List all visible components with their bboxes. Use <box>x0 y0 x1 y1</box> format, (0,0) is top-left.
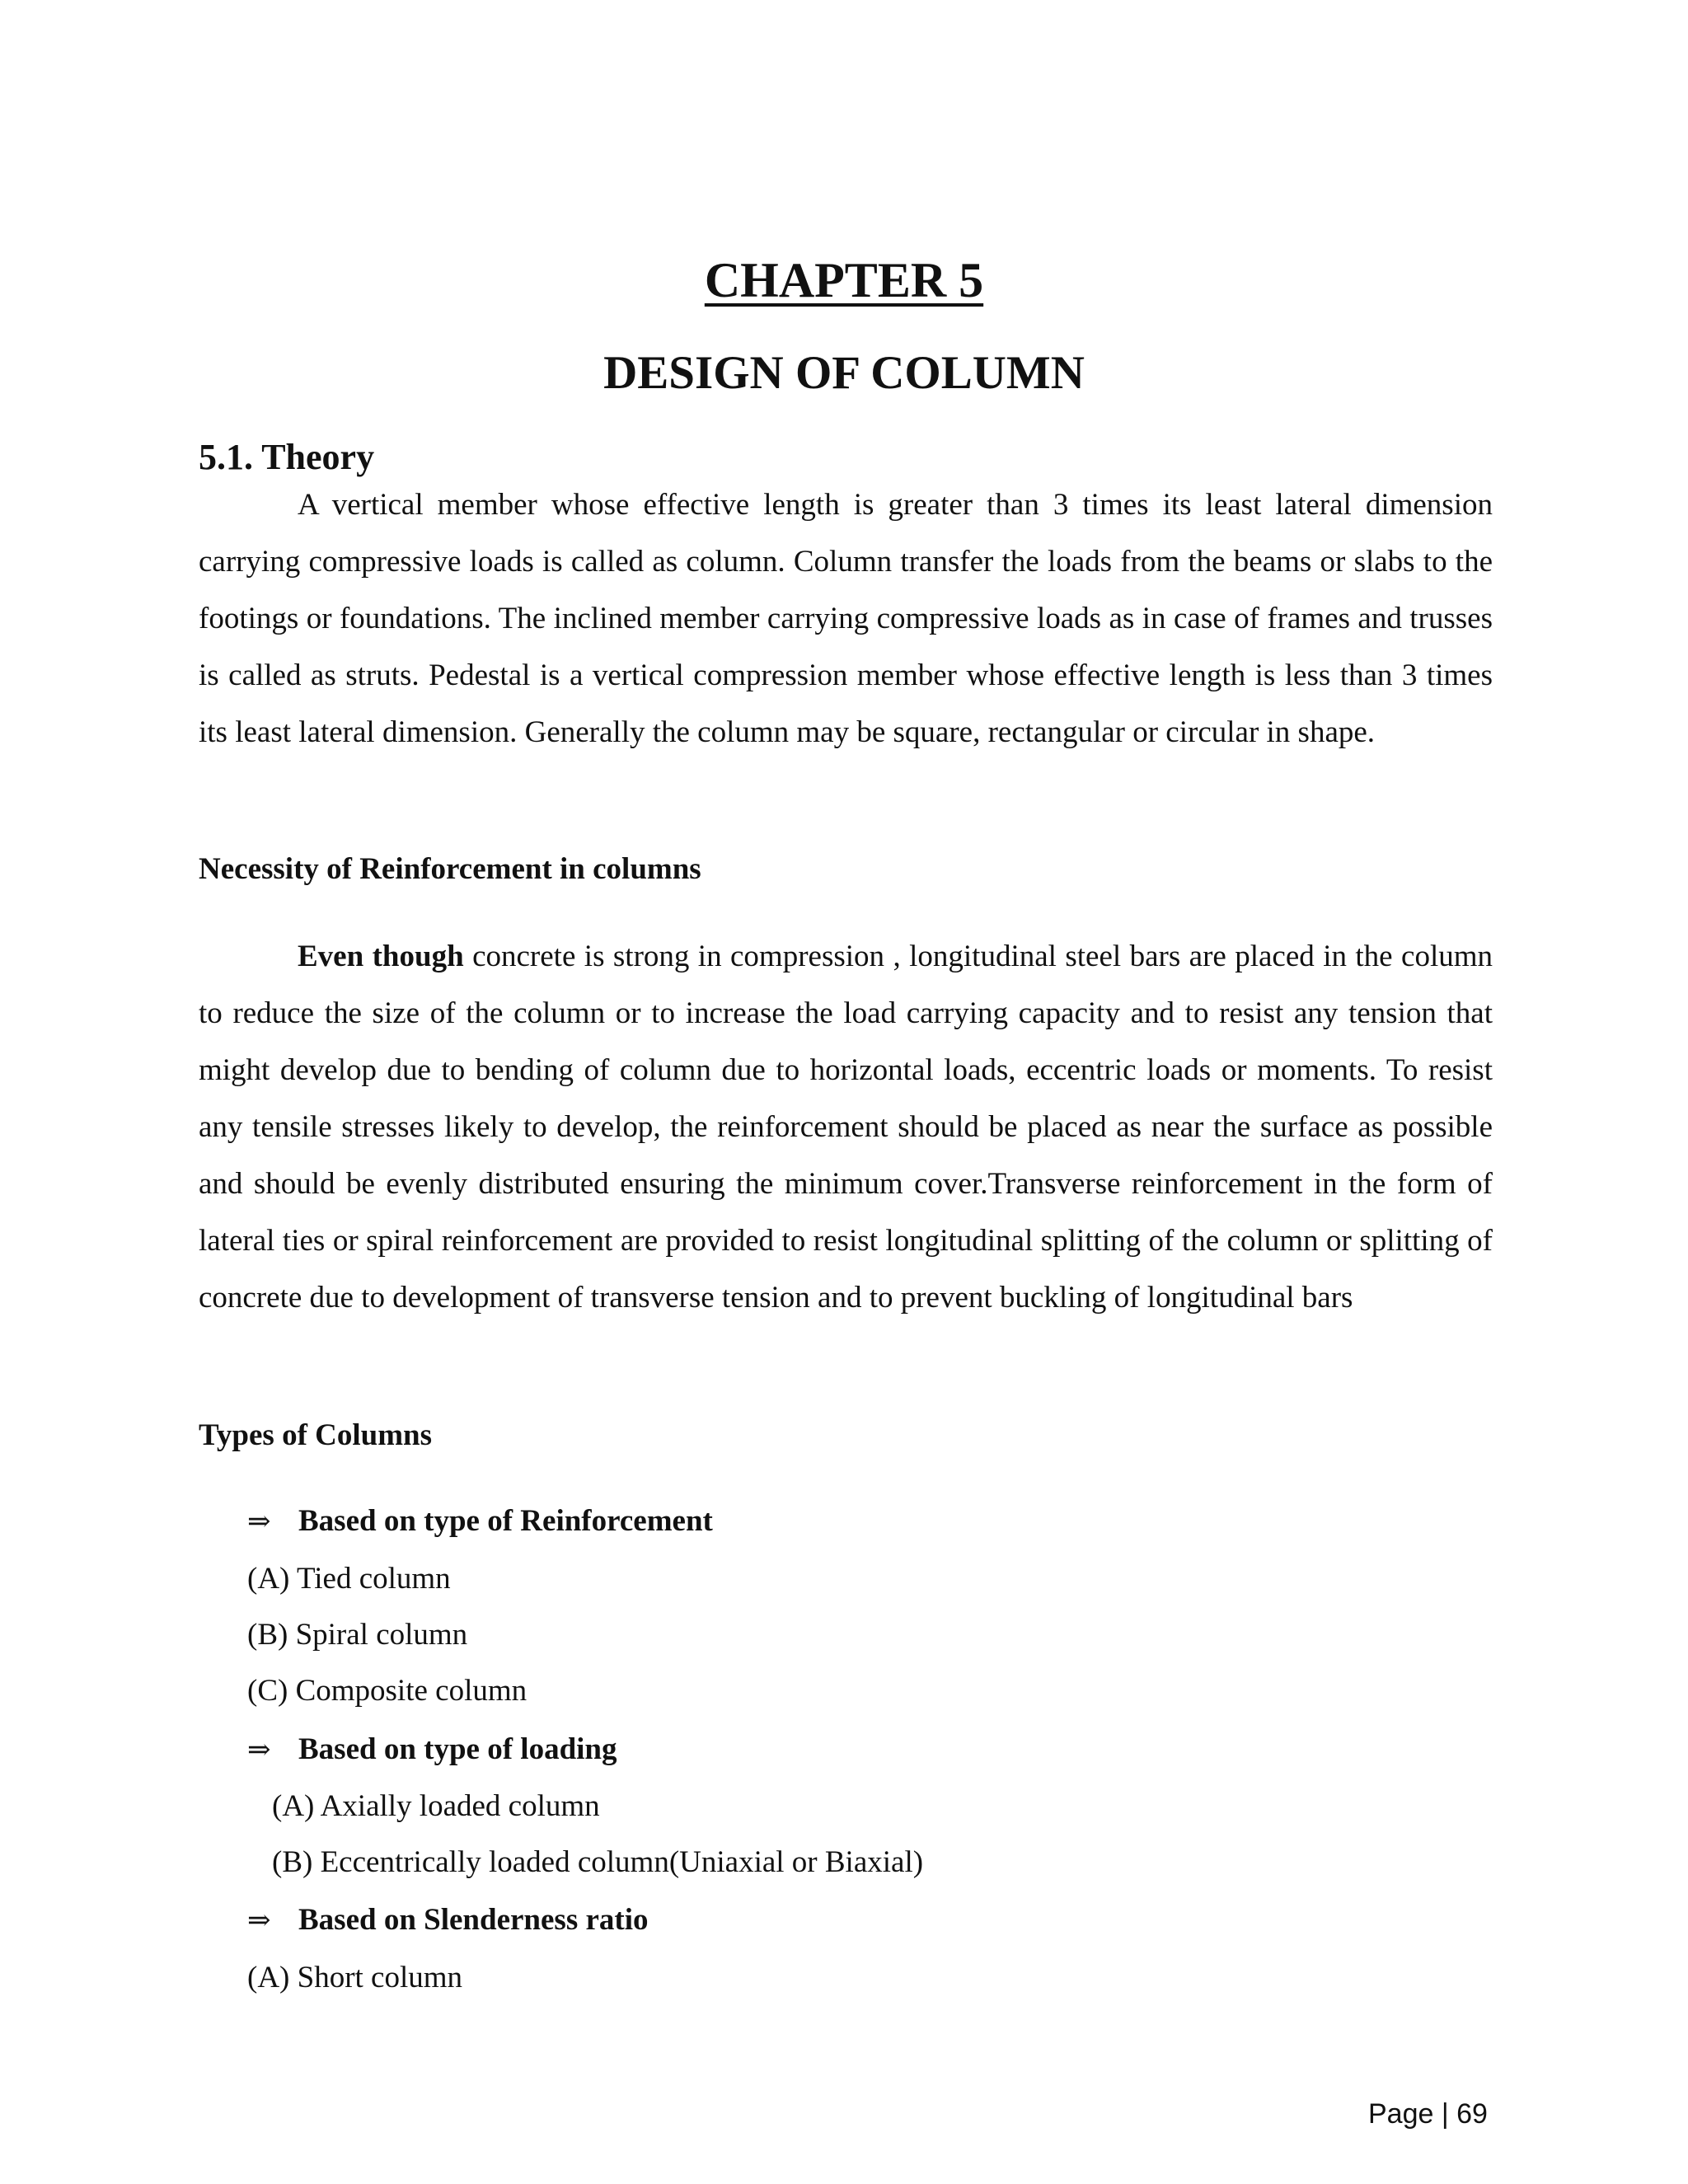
list-item: (A) Tied column <box>247 1562 451 1596</box>
chapter-number-text: CHAPTER 5 <box>704 253 984 307</box>
group-slenderness-heading <box>247 1896 649 1945</box>
section-heading: 5.1. Theory <box>199 437 375 477</box>
theory-paragraph <box>199 476 1493 761</box>
group-reinforcement-heading <box>247 1497 713 1546</box>
theory-paragraph-text: A vertical member whose effective length is greater than 3 times its least lateral dimension carrying compressive loads is called as column. Column transfer the loads from the beams or slabs to the footings or foundations. The inclined member carrying compressive loads as in case of frames and trusses is called as struts. Pedestal is a vertical compression member whose effective length is less than 3 times its least lateral dimension. Generally the column may be square, rectangular or circular in shape. <box>199 488 1493 749</box>
group-title: Based on type of loading <box>298 1732 617 1766</box>
group-loading-heading <box>247 1725 617 1774</box>
types-heading: Types of Columns <box>199 1418 433 1452</box>
list-item: (A) Axially loaded column <box>272 1789 600 1823</box>
arrow-icon: ⇒ <box>247 1904 271 1937</box>
necessity-paragraph <box>199 928 1493 1326</box>
necessity-lead: Even though <box>298 940 464 973</box>
list-item: (B) Spiral column <box>247 1618 468 1652</box>
group-title: Based on type of Reinforcement <box>298 1504 713 1538</box>
list-item: (B) Eccentrically loaded column(Uniaxial or Biaxial) <box>272 1845 924 1879</box>
chapter-number <box>0 251 1688 309</box>
chapter-title: DESIGN OF COLUMN <box>603 347 1085 399</box>
necessity-paragraph-text: concrete is strong in compression , longitudinal steel bars are placed in the column to reduce the size of the column or to increase the load carrying capacity and to resist any tension that might develop due to bending of column due to horizontal loads, eccentric loads or moments. To resist any tensile stresses likely to develop, the reinforcement should be placed as near the surface as possible and should be evenly distributed ensuring the minimum cover.Transverse reinforcement in the form of lateral ties or spiral reinforcement are provided to resist longitudinal splitting of the column or splitting of concrete due to development of transverse tension and to prevent buckling of longitudinal bars <box>199 940 1493 1315</box>
page-number: Page | 69 <box>1368 2098 1488 2130</box>
list-item: (A) Short column <box>247 1961 463 1994</box>
list-item: (C) Composite column <box>247 1674 528 1708</box>
arrow-icon: ⇒ <box>247 1505 271 1538</box>
necessity-heading: Necessity of Reinforcement in columns <box>199 852 701 886</box>
arrow-icon: ⇒ <box>247 1733 271 1766</box>
group-title: Based on Slenderness ratio <box>298 1903 649 1937</box>
